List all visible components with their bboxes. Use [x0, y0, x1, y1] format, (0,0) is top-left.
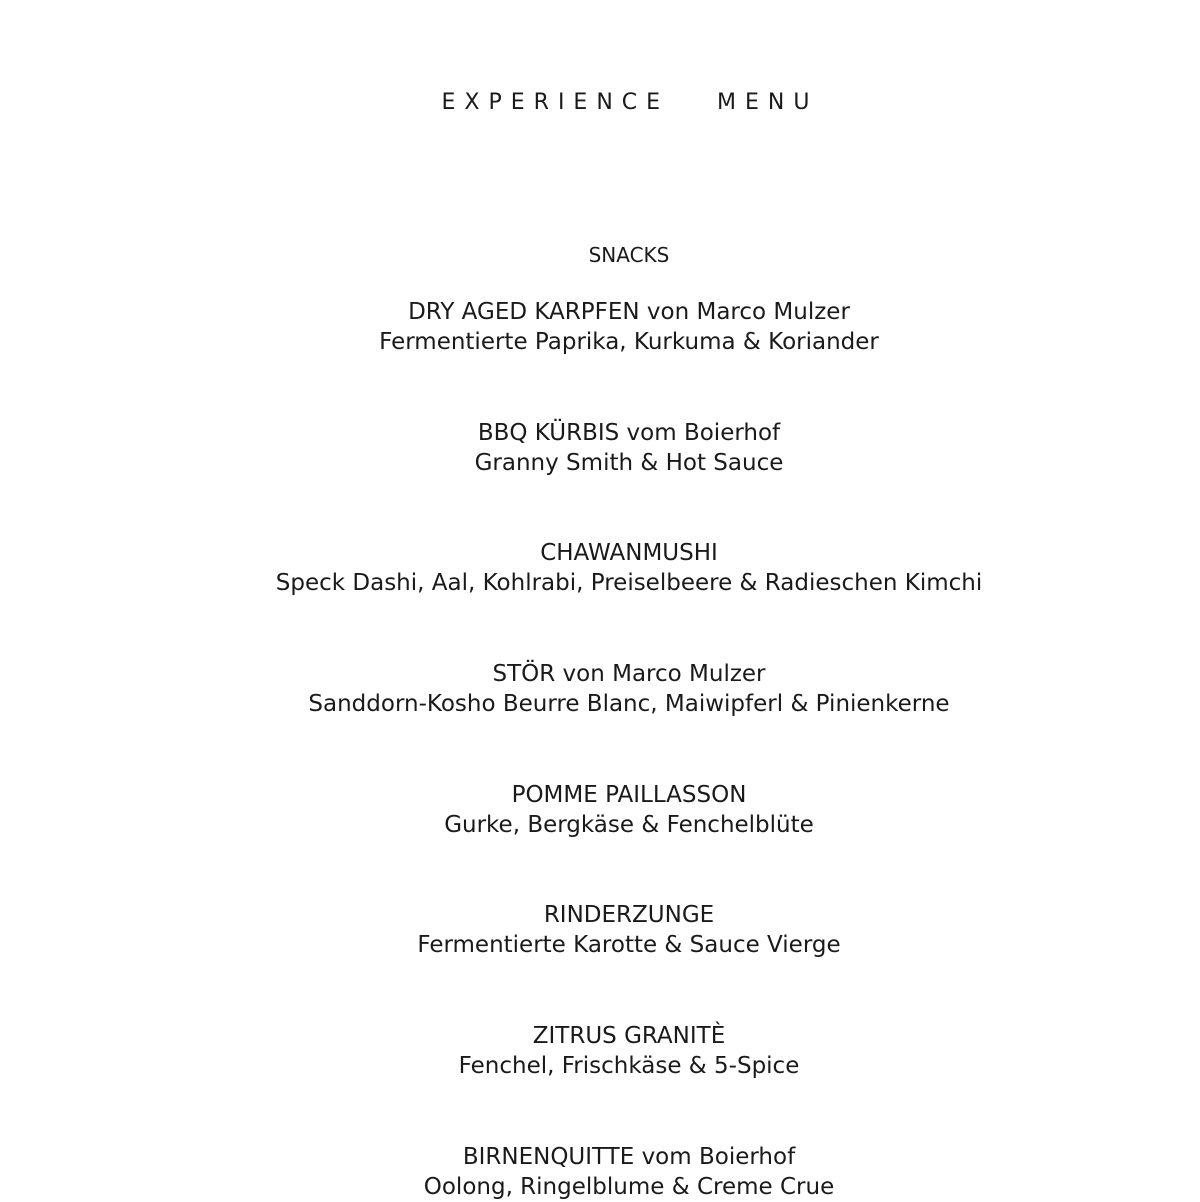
course-description: Oolong, Ringelblume & Creme Crue	[423, 1174, 835, 1200]
course-item	[0, 780, 1200, 840]
course-description: Speck Dashi, Aal, Kohlrabi, Preiselbeere & Radieschen Kimchi	[275, 570, 983, 596]
menu-title: EXPERIENCE MENU	[441, 90, 819, 115]
course-item	[0, 297, 1200, 357]
course-item	[0, 900, 1200, 960]
course-description: Fermentierte Paprika, Kurkuma & Koriander	[379, 329, 879, 355]
course-name: STÖR von Marco Mulzer	[492, 661, 766, 687]
section-label-snacks: SNACKS	[588, 243, 670, 267]
course-description: Fermentierte Karotte & Sauce Vierge	[417, 932, 841, 958]
course-name: DRY AGED KARPFEN von Marco Mulzer	[408, 299, 850, 325]
course-description: Fenchel, Frischkäse & 5-Spice	[458, 1053, 800, 1079]
course-name: RINDERZUNGE	[543, 902, 715, 928]
course-name: ZITRUS GRANITÈ	[532, 1023, 726, 1049]
course-item	[0, 1142, 1200, 1202]
course-name: BIRNENQUITTE vom Boierhof	[462, 1144, 796, 1170]
course-name: CHAWANMUSHI	[540, 540, 718, 566]
course-description: Sanddorn-Kosho Beurre Blanc, Maiwipferl & Pinienkerne	[308, 691, 950, 717]
course-item	[0, 538, 1200, 598]
course-description: Granny Smith & Hot Sauce	[474, 450, 784, 476]
course-description: Gurke, Bergkäse & Fenchelblüte	[444, 812, 814, 838]
course-item	[0, 659, 1200, 719]
course-name: POMME PAILLASSON	[511, 782, 747, 808]
course-item	[0, 418, 1200, 478]
course-item	[0, 1021, 1200, 1081]
course-name: BBQ KÜRBIS vom Boierhof	[477, 420, 781, 446]
